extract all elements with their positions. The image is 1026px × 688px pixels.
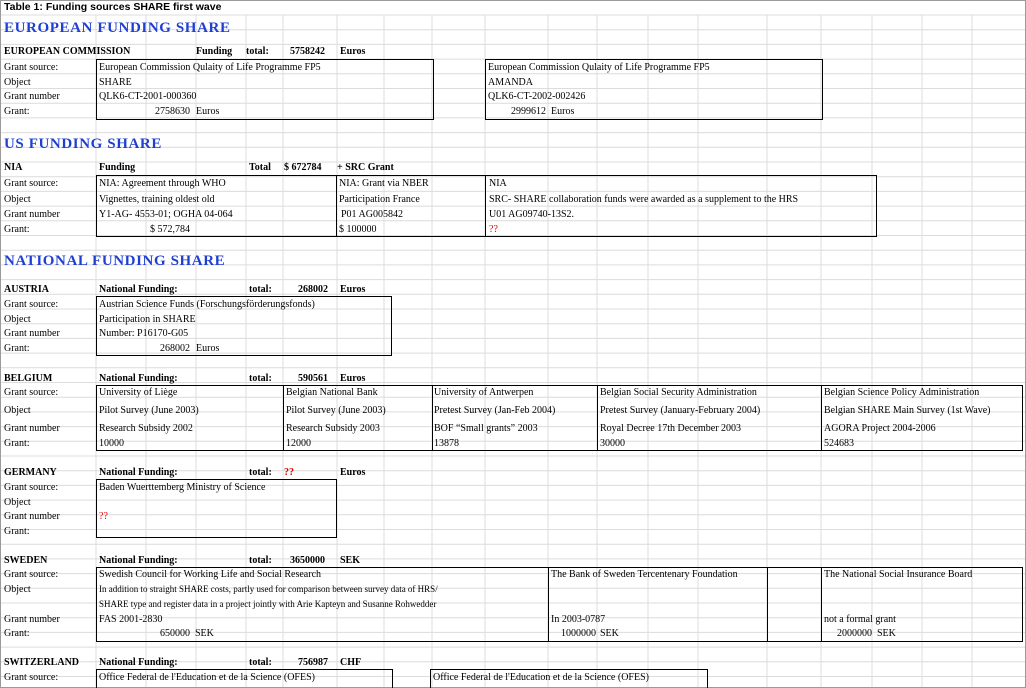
austria-amount: 268002	[160, 343, 190, 354]
eu-g2-amount: 2999612	[511, 106, 546, 117]
eu-funding-label: Funding	[196, 46, 233, 57]
eu-g1-number: QLK6-CT-2001-000360	[99, 91, 197, 102]
belgium-g1-source: University of Liège	[99, 387, 178, 398]
eu-g2-unit: Euros	[551, 106, 575, 117]
belgium-name: BELGIUM	[4, 373, 53, 384]
sweden-divider-1	[548, 567, 549, 642]
us-g3-source: NIA	[489, 178, 507, 189]
germany-total: ??	[284, 467, 294, 478]
sweden-g1-source: Swedish Council for Working Life and Social Research	[99, 569, 322, 580]
germany-currency: Euros	[340, 467, 366, 478]
switzerland-total: 756987	[298, 657, 328, 668]
belgium-g5-object: Belgian SHARE Main Survey (1st Wave)	[824, 405, 991, 416]
belgium-g2-object: Pilot Survey (June 2003)	[286, 405, 386, 416]
us-org: NIA	[4, 162, 23, 173]
belgium-g1-amount: 10000	[99, 438, 124, 449]
switzerland-name: SWITZERLAND	[4, 657, 80, 668]
sweden-name: SWEDEN	[4, 555, 48, 566]
belgium-g5-source: Belgian Science Policy Administration	[824, 387, 980, 398]
sweden-total: 3650000	[290, 555, 325, 566]
sweden-g2-number: In 2003-0787	[551, 614, 606, 625]
austria-label-grant: Grant:	[4, 343, 30, 354]
us-g2-source: NIA: Grant via NBER	[339, 178, 429, 189]
european-heading: EUROPEAN FUNDING SHARE	[4, 20, 231, 36]
sweden-label-grant: Grant:	[4, 628, 30, 639]
sweden-total-label: total:	[249, 555, 272, 566]
austria-currency: Euros	[340, 284, 366, 295]
us-total: $ 672784	[284, 162, 322, 173]
us-g2-number: P01 AG005842	[341, 209, 403, 220]
austria-total: 268002	[298, 284, 328, 295]
sweden-g2-unit: SEK	[600, 628, 619, 639]
belgium-g2-number: Research Subsidy 2003	[286, 423, 380, 434]
switzerland-g2-source: Office Federal de l'Education et de la Science (OFES)	[433, 672, 649, 683]
belgium-label-source: Grant source:	[4, 387, 59, 398]
eu-label-grant: Grant:	[4, 106, 30, 117]
sweden-nf-label: National Funding:	[99, 555, 178, 566]
austria-number: Number: P16170-G05	[99, 328, 189, 339]
sweden-divider-2	[767, 567, 768, 642]
austria-label-object: Object	[4, 314, 31, 325]
sweden-g1-object-line-2: SHARE type and register data in a project jointly with Arie Kapteyn and Susanne Rohwedder	[99, 599, 437, 609]
austria-label-source: Grant source:	[4, 299, 59, 310]
switzerland-currency: CHF	[340, 657, 362, 668]
sweden-g1-unit: SEK	[195, 628, 214, 639]
us-label-grant: Grant:	[4, 224, 30, 235]
us-label-object: Object	[4, 194, 31, 205]
belgium-nf-label: National Funding:	[99, 373, 178, 384]
belgium-g4-source: Belgian Social Security Administration	[600, 387, 757, 398]
belgium-g3-object: Pretest Survey (Jan-Feb 2004)	[434, 405, 556, 416]
eu-label-number: Grant number	[4, 91, 60, 102]
eu-label-object: Object	[4, 77, 31, 88]
us-extra: + SRC Grant	[337, 162, 394, 173]
belgium-label-object: Object	[4, 405, 31, 416]
belgium-g1-object: Pilot Survey (June 2003)	[99, 405, 199, 416]
belgium-label-grant: Grant:	[4, 438, 30, 449]
eu-g1-source: European Commission Qulaity of Life Programme FP5	[99, 62, 321, 73]
germany-label-number: Grant number	[4, 511, 60, 522]
sweden-label-number: Grant number	[4, 614, 60, 625]
austria-unit: Euros	[196, 343, 220, 354]
sweden-g3-source: The National Social Insurance Board	[824, 569, 973, 580]
national-heading: NATIONAL FUNDING SHARE	[4, 253, 226, 269]
eu-org: EUROPEAN COMMISSION	[4, 46, 131, 57]
sweden-g2-amount: 1000000	[561, 628, 596, 639]
switzerland-nf-label: National Funding:	[99, 657, 178, 668]
switzerland-total-label: total:	[249, 657, 272, 668]
eu-g1-unit: Euros	[196, 106, 220, 117]
us-g1-amount: $ 572,784	[150, 224, 190, 235]
sweden-g2-source: The Bank of Sweden Tercentenary Foundation	[551, 569, 738, 580]
austria-object: Participation in SHARE	[99, 314, 196, 325]
sweden-g3-unit: SEK	[877, 628, 896, 639]
belgium-divider-1	[283, 385, 284, 451]
eu-g1-object: SHARE	[99, 77, 132, 88]
us-heading: US FUNDING SHARE	[4, 136, 162, 152]
sweden-g3-number: not a formal grant	[824, 614, 896, 625]
table-title: Table 1: Funding sources SHARE first wave	[4, 1, 222, 13]
austria-nf-label: National Funding:	[99, 284, 178, 295]
belgium-divider-4	[821, 385, 822, 451]
austria-label-number: Grant number	[4, 328, 60, 339]
belgium-label-number: Grant number	[4, 423, 60, 434]
us-funding-label: Funding	[99, 162, 136, 173]
belgium-g4-object: Pretest Survey (January-February 2004)	[600, 405, 761, 416]
germany-number: ??	[99, 511, 108, 522]
eu-total-label: total:	[246, 46, 269, 57]
sweden-g3-amount: 2000000	[837, 628, 872, 639]
eu-g1-amount: 2758630	[155, 106, 190, 117]
belgium-g2-source: Belgian National Bank	[286, 387, 378, 398]
us-g3-object: SRC- SHARE collaboration funds were awarded as a supplement to the HRS	[489, 194, 799, 205]
belgium-g3-amount: 13878	[434, 438, 459, 449]
belgium-divider-2	[432, 385, 433, 451]
sweden-g1-amount: 650000	[160, 628, 190, 639]
germany-label-source: Grant source:	[4, 482, 59, 493]
us-total-label: Total	[249, 162, 271, 173]
austria-name: AUSTRIA	[4, 284, 50, 295]
belgium-total-label: total:	[249, 373, 272, 384]
us-g1-source: NIA: Agreement through WHO	[99, 178, 226, 189]
us-g2-object: Participation France	[339, 194, 420, 205]
belgium-g3-source: University of Antwerpen	[434, 387, 534, 398]
austria-source: Austrian Science Funds (Forschungsförderungsfonds)	[99, 299, 315, 310]
belgium-g4-number: Royal Decree 17th December 2003	[600, 423, 742, 434]
sweden-label-object: Object	[4, 584, 31, 595]
sweden-divider-3	[821, 567, 822, 642]
belgium-g5-number: AGORA Project 2004-2006	[824, 423, 936, 434]
germany-source: Baden Wuerttemberg Ministry of Science	[99, 482, 266, 493]
eu-currency: Euros	[340, 46, 366, 57]
us-g3-amount: ??	[489, 224, 498, 235]
belgium-g5-amount: 524683	[824, 438, 854, 449]
sweden-g1-number: FAS 2001-2830	[99, 614, 163, 625]
eu-total: 5758242	[290, 46, 325, 57]
sweden-g1-object-line-1: In addition to straight SHARE costs, partly used for comparison between survey data of HRS/	[99, 584, 438, 594]
eu-label-source: Grant source:	[4, 62, 59, 73]
germany-name: GERMANY	[4, 467, 57, 478]
germany-label-grant: Grant:	[4, 526, 30, 537]
eu-g2-number: QLK6-CT-2002-002426	[488, 91, 586, 102]
belgium-g3-number: BOF “Small grants” 2003	[434, 423, 538, 434]
us-label-source: Grant source:	[4, 178, 59, 189]
switzerland-g1-source: Office Federal de l'Education et de la Science (OFES)	[99, 672, 315, 683]
us-g3-number: U01 AG09740-13S2.	[489, 209, 575, 220]
germany-total-label: total:	[249, 467, 272, 478]
belgium-total: 590561	[298, 373, 328, 384]
sweden-currency: SEK	[340, 555, 361, 566]
eu-g2-source: European Commission Qulaity of Life Programme FP5	[488, 62, 710, 73]
belgium-g4-amount: 30000	[600, 438, 625, 449]
sweden-label-source: Grant source:	[4, 569, 59, 580]
eu-g2-object: AMANDA	[488, 77, 533, 88]
belgium-g2-amount: 12000	[286, 438, 311, 449]
us-g1-number: Y1-AG- 4553-01; OGHA 04-064	[99, 209, 233, 220]
us-g2-amount: $ 100000	[339, 224, 377, 235]
germany-label-object: Object	[4, 497, 31, 508]
belgium-divider-3	[597, 385, 598, 451]
belgium-currency: Euros	[340, 373, 366, 384]
austria-total-label: total:	[249, 284, 272, 295]
us-label-number: Grant number	[4, 209, 60, 220]
germany-nf-label: National Funding:	[99, 467, 178, 478]
switzerland-label-source: Grant source:	[4, 672, 59, 683]
belgium-g1-number: Research Subsidy 2002	[99, 423, 193, 434]
us-g1-object: Vignettes, training oldest old	[99, 194, 215, 205]
